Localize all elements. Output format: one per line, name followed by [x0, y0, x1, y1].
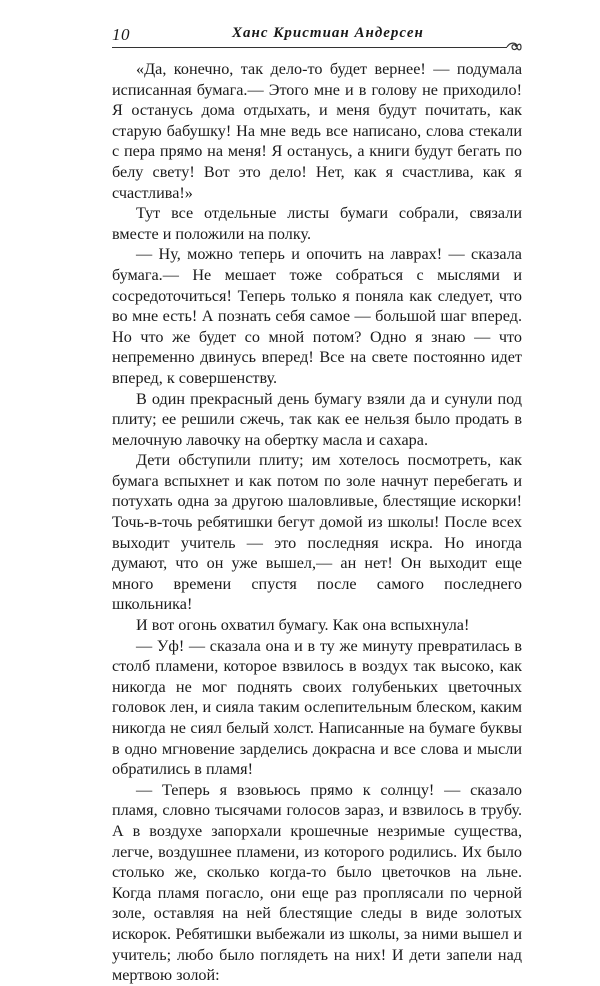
- paragraph: «Да, конечно, так дело-то будет вернее! — подумала исписанная бумага.— Этого мне и в голову не приходило! Я останусь дома отдыхать, и меня будут почитать, как старую бабушку! На мне ведь все написано, слова стекали с пера прямо на меня! Я останусь, а книги будут бегать по белу свету! Вот это дело! Нет, как я счастлива, как я счастлива!»: [112, 60, 522, 202]
- paragraph: Тут все отдельные листы бумаги собрали, связали вместе и положили на полку.: [112, 204, 522, 243]
- paragraph: — Ну, можно теперь и опочить на лаврах! — сказала бумага.— Не мешает тоже собраться с мыслями и сосредоточиться! Теперь только я поняла как следует, что во мне есть! А познать себя самое — большой шаг вперед. Но что же будет со мной потом? Одно я знаю — что непременно двинусь вперед! Все на свете постоянно идет вперед, к совершенству.: [112, 245, 522, 387]
- paragraph: Дети обступили плиту; им хотелось посмотреть, как бумага вспыхнет и как потом по золе начнут перебегать и потухать одна за другою шаловливые, блестящие искорки! Точь-в-точь ребятишки бегут домой из школы! После всех выходит учитель — это последняя искра. Но иногда думают, что он уже вышел,— ан нет! Он выходит еще много времени спустя после самого последнего школьника!: [112, 451, 522, 614]
- paragraph: — Уф! — сказала она и в ту же минуту превратилась в столб пламени, которое взвилось в воздух так высоко, как никогда не мог поднять своих голубеньких цветочных головок лен, и сияла таким ослепительным блеском, каким никогда не сиял белый холст. Написанные на бумаге буквы в одно мгновение зарделись докрасна и все слова и мысли обратились в пламя!: [112, 636, 522, 779]
- flourish-ornament-icon: [505, 38, 523, 56]
- running-title: Ханс Кристиан Андерсен: [232, 25, 424, 41]
- paragraph: И вот огонь охватил бумагу. Как она вспыхнула!: [136, 616, 470, 635]
- header-rule: [112, 47, 507, 48]
- body-text: [112, 59, 522, 986]
- page-number: 10: [112, 25, 130, 44]
- running-head: [112, 22, 522, 52]
- paragraph: В один прекрасный день бумагу взяли да и сунули под плиту; ее решили сжечь, так как ее нельзя было продать в мелочную лавочку на обертку масла и сахара.: [112, 389, 522, 449]
- paragraph: — Теперь я взовьюсь прямо к солнцу! — сказало пламя, словно тысячами голосов зараз, и взвилось в трубу. А в воздухе запорхали крошечные незримые существа, легче, воздушнее пламени, из которого родились. Их было столько же, сколько когда-то было цветочков на льне. Когда пламя погасло, они еще раз проплясали по черной золе, оставляя на ней блестящие следы в виде золотых искорок. Ребятишки выбежали из школы, за ними вышел и учитель; любо было поглядеть на них! И дети запели над мертвою золой:: [112, 780, 522, 985]
